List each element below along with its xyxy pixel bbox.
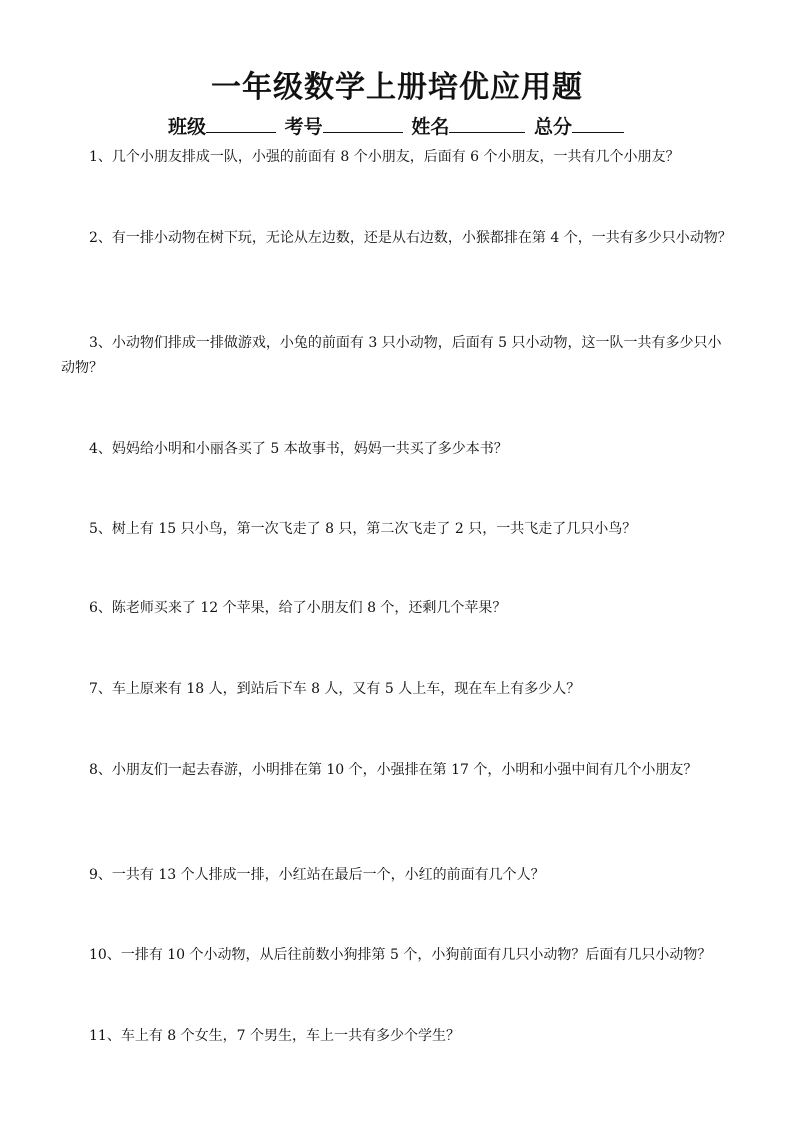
question-8: 8、小朋友们一起去春游，小明排在第 10 个，小强排在第 17 个，小明和小强中间有几个小朋友？ <box>89 762 698 778</box>
question-6: 6、陈老师买来了 12 个苹果，给了小朋友们 8 个，还剩几个苹果？ <box>89 600 507 616</box>
question-3: 3、小动物们排成一排做游戏，小兔的前面有 3 只小动物，后面有 5 只小动物，这一队一共有多少只小动物？ <box>61 335 722 376</box>
question-5: 5、树上有 15 只小鸟，第一次飞走了 8 只，第二次飞走了 2 只，一共飞走了几只小鸟？ <box>89 521 637 537</box>
question-11: 11、车上有 8 个女生，7 个男生，车上一共有多少个学生？ <box>89 1028 460 1044</box>
question-10: 10、一排有 10 个小动物，从后往前数小狗排第 5 个，小狗前面有几只小动物？后面有几只小动物？ <box>89 947 712 963</box>
class-blank <box>206 114 276 133</box>
name-label: 姓名 <box>411 116 450 138</box>
question-7: 7、车上原来有 18 人，到站后下车 8 人，又有 5 人上车，现在车上有多少人？ <box>89 681 581 697</box>
name-blank <box>449 114 525 133</box>
question-9: 9、一共有 13 个人排成一排，小红站在最后一个，小红的前面有几个人？ <box>89 867 545 883</box>
page-title: 一年级数学上册培优应用题 <box>211 70 583 105</box>
class-label: 班级 <box>168 116 207 138</box>
question-2: 2、有一排小动物在树下玩，无论从左边数，还是从右边数，小猴都排在第 4 个，一共有多少只小动物？ <box>89 230 732 246</box>
student-info-line <box>0 112 794 139</box>
score-blank <box>572 114 624 133</box>
score-label: 总分 <box>533 116 572 138</box>
exam-no-label: 考号 <box>284 116 323 138</box>
exam-no-blank <box>323 114 403 133</box>
question-4: 4、妈妈给小明和小丽各买了 5 本故事书，妈妈一共买了多少本书？ <box>89 441 508 457</box>
question-1: 1、几个小朋友排成一队，小强的前面有 8 个小朋友，后面有 6 个小朋友，一共有几个小朋友？ <box>89 149 680 165</box>
